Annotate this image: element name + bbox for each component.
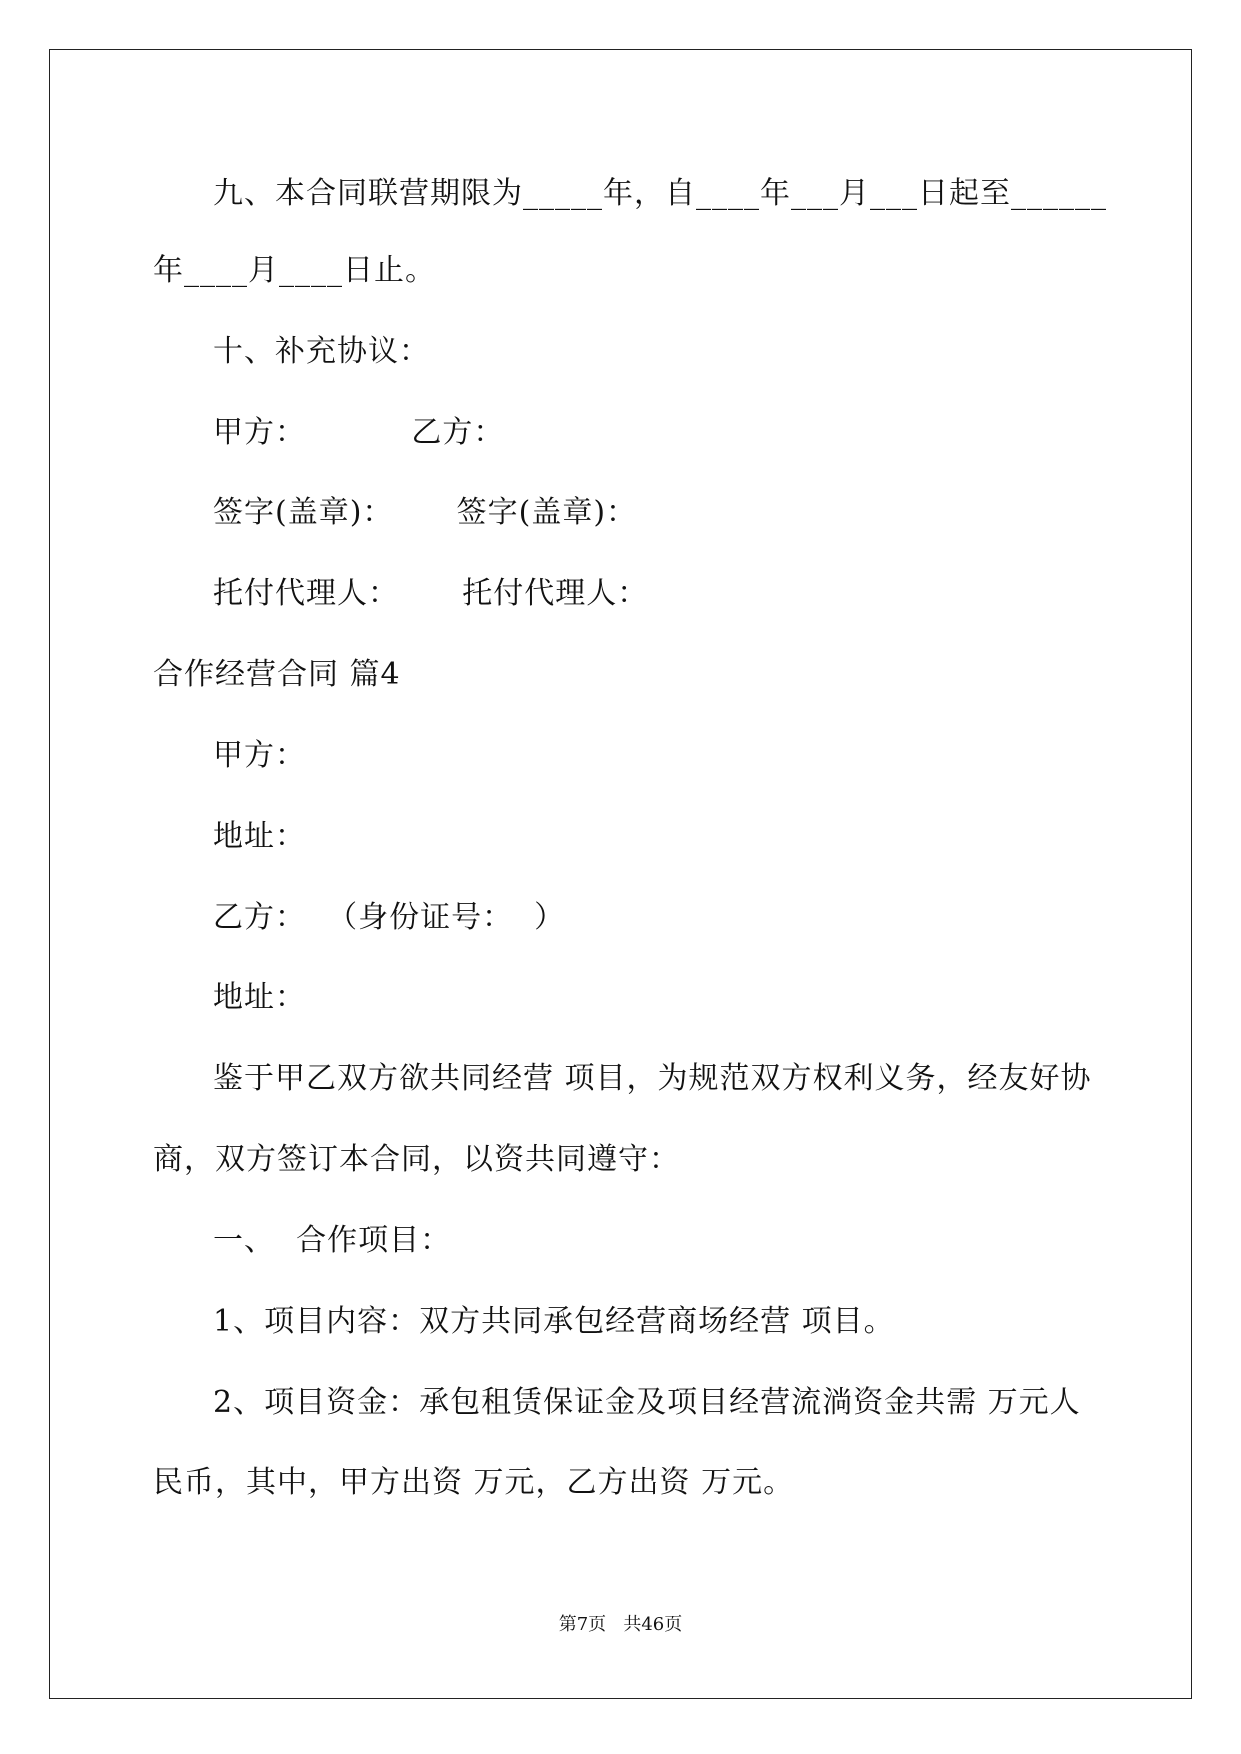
clause-9-line-1: 九、本合同联营期限为_____年，自____年___月___日起至______ (213, 176, 1107, 211)
item-1-content: 1、项目内容：双方共同承包经营商场经营 项目。 (213, 1304, 895, 1339)
page-number: 第7页 共46页 (558, 1614, 683, 1635)
agent-labels: 托付代理人： 托付代理人： (213, 576, 649, 611)
article-1-heading: 一、 合作项目： (213, 1223, 452, 1258)
party-b-address: 地址： (213, 980, 306, 1015)
clause-10-heading: 十、补充协议： (213, 334, 430, 369)
party-a-label: 甲方： (213, 738, 306, 773)
clause-9-line-2: 年____月____日止。 (153, 253, 436, 288)
preamble-line-1: 鉴于甲乙双方欲共同经营 项目，为规范双方权利义务，经友好协 (213, 1061, 1092, 1096)
preamble-line-2: 商，双方签订本合同，以资共同遵守： (153, 1142, 680, 1177)
party-labels: 甲方： 乙方： (213, 415, 505, 450)
section-title: 合作经营合同 篇4 (153, 657, 401, 692)
item-2-line-1: 2、项目资金：承包租赁保证金及项目经营流淌资金共需 万元人 (213, 1385, 1081, 1420)
page-border (49, 49, 1192, 1699)
party-a-address: 地址： (213, 819, 306, 854)
party-b-label: 乙方： （身份证号： ） (213, 900, 566, 935)
item-2-line-2: 民币，其中，甲方出资 万元，乙方出资 万元。 (153, 1465, 795, 1500)
signature-labels: 签字(盖章)： 签字(盖章)： (213, 495, 638, 530)
